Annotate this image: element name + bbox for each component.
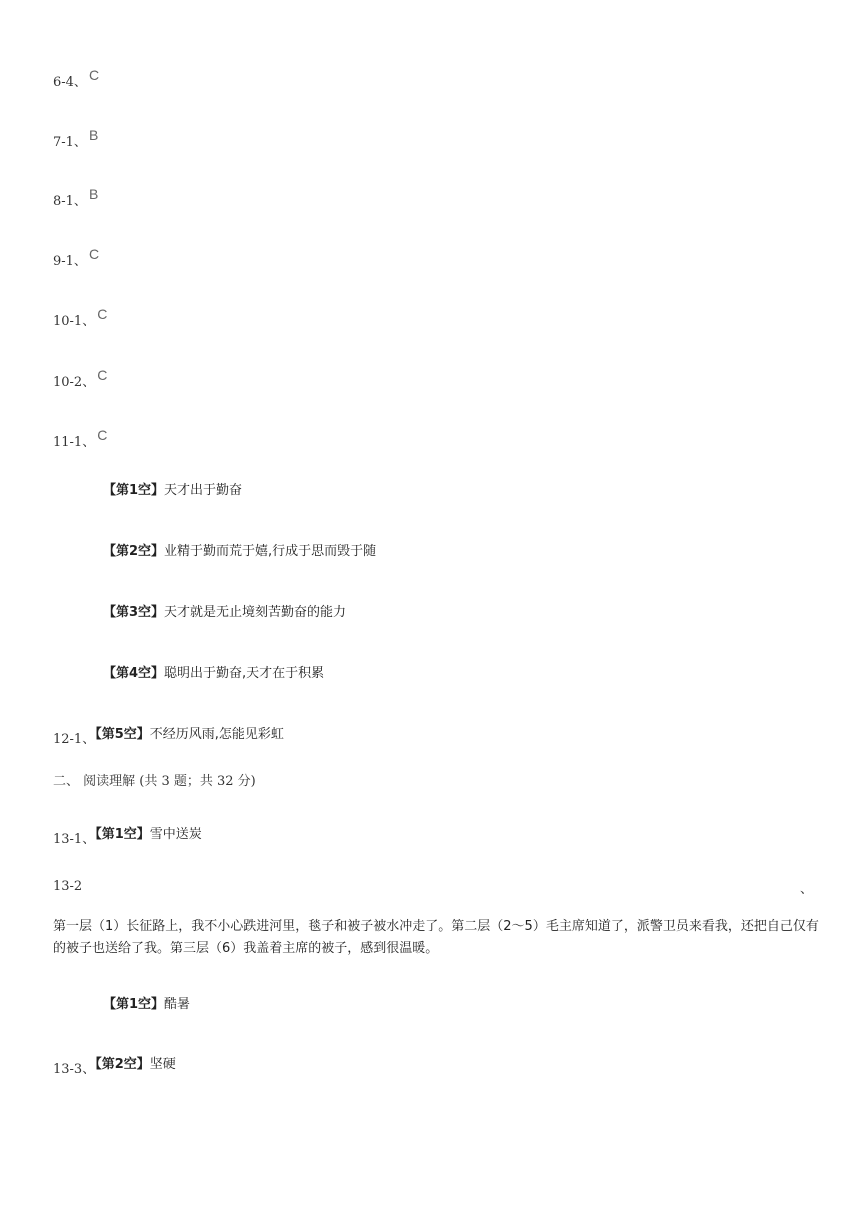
blank-text: 不经历风雨,怎能见彩虹 [149,727,284,742]
blank-text: 酷暑 [164,997,191,1012]
answer-row [53,723,284,747]
answer-letter: C [97,427,108,443]
blank-text: 业精于勤而荒于嬉,行成于思而毁于随 [164,544,377,559]
answer-row [53,367,108,390]
blank-tag: 【第2空】 [103,544,165,559]
answer-letter: C [88,246,100,262]
question-number: 13-3、 [53,1062,96,1077]
question-number: 10-1、 [53,314,96,329]
blank-tag: 【第1空】 [103,483,165,498]
blank-tag: 【第4空】 [103,666,165,681]
section-title: 二、 阅读理解 (共 3 题；共 32 分) [53,774,256,789]
answer-letter: B [88,186,99,202]
blank-text: 聪明出于勤奋,天才在于积累 [164,666,325,681]
answer-paragraph: 第一层（1）长征路上，我不小心跌进河里，毯子和被子被水冲走了。第二层（2～5）毛主席知道了，派警卫员来看我，还把自己仅有的被子也送给了我。第三层（6）我盖着主席的被子，感到很温暖。 [53,919,819,956]
question-number: 9-1、 [53,254,87,269]
answer-row [53,306,108,329]
blank-answer [103,662,324,681]
answer-row [53,427,108,450]
answer-row [53,823,202,847]
answer-row [53,1053,176,1077]
answer-letter: C [88,67,100,83]
question-number: 13-1、 [53,832,96,847]
answer-row [53,186,99,209]
blank-answer [103,993,190,1012]
blank-tag: 【第1空】 [103,997,165,1012]
answer-row [53,67,100,90]
question-number: 10-2、 [53,375,96,390]
blank-text: 天才出于勤奋 [164,483,243,498]
question-number: 13-2 [53,879,83,894]
blank-tag: 【第2空】 [95,1057,150,1072]
blank-tag: 【第1空】 [95,827,150,842]
question-number: 7-1、 [53,135,87,150]
question-number: 11-1、 [53,435,96,450]
answer-row [53,127,99,150]
separator-mark: 、 [800,882,814,897]
blank-text: 天才就是无止境刻苦勤奋的能力 [164,605,347,620]
question-number: 8-1、 [53,194,87,209]
blank-text: 坚硬 [149,1057,176,1072]
question-number: 12-1、 [53,732,96,747]
blank-tag: 【第5空】 [95,727,150,742]
blank-answer [103,540,376,559]
answer-letter: C [97,367,108,383]
answer-row [53,246,100,269]
blank-answer [103,601,346,620]
question-number: 6-4、 [53,75,87,90]
blank-text: 雪中送炭 [149,827,202,842]
answer-letter: B [88,127,99,143]
blank-tag: 【第3空】 [103,605,165,620]
blank-answer [103,479,242,498]
answer-letter: C [97,306,108,322]
